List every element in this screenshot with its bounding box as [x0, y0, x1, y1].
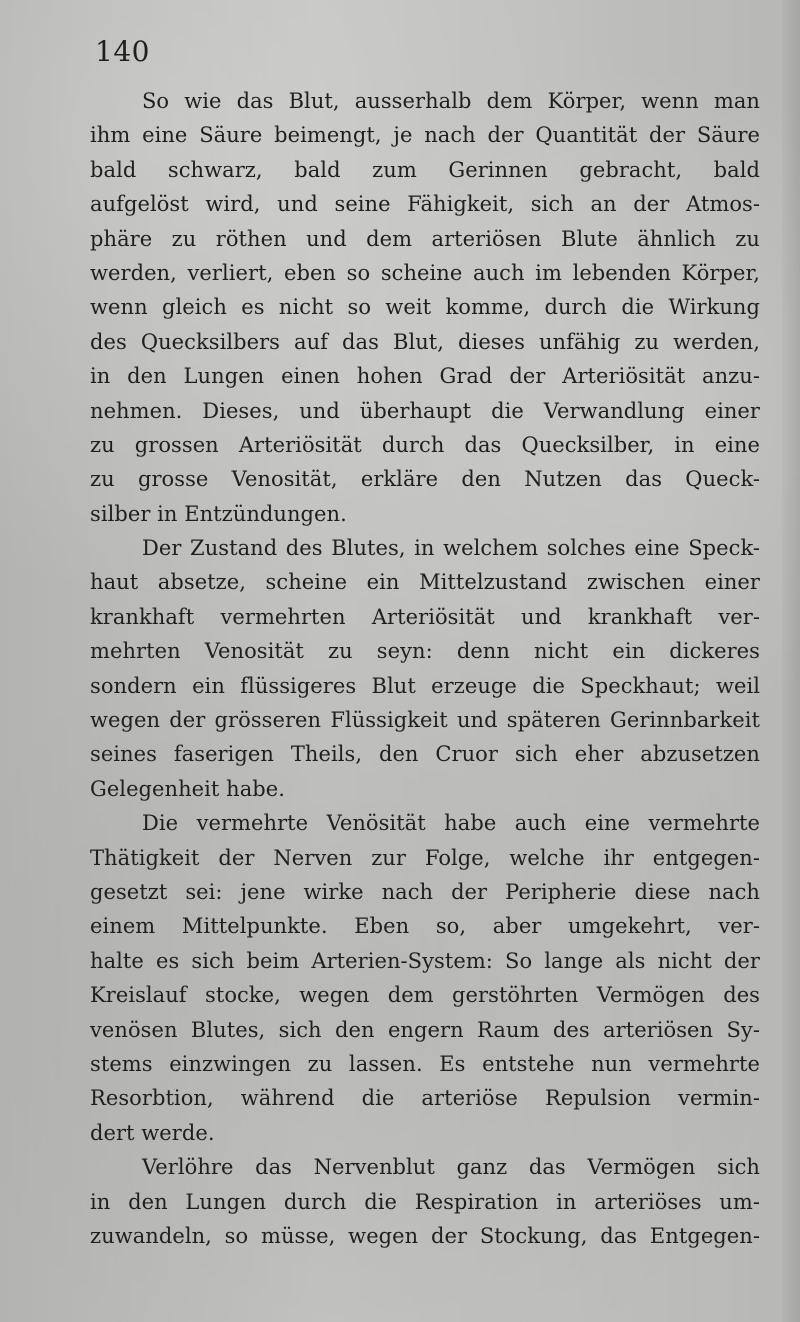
text-line: gesetzt sei: jene wirke nach der Peripherie diese nach — [90, 879, 760, 904]
page-number: 140 — [95, 35, 150, 68]
text-line: Der Zustand des Blutes, in welchem solches eine Speck- — [142, 536, 760, 561]
text-line: krankhaft vermehrten Arteriösität und krankhaft ver- — [90, 604, 760, 629]
text-line: ihm eine Säure beimengt, je nach der Quantität der Säure — [90, 123, 760, 148]
text-line: phäre zu röthen und dem arteriösen Blute ähnlich zu — [90, 226, 760, 251]
text-line: nehmen. Dieses, und überhaupt die Verwandlung einer — [90, 398, 760, 423]
text-line: zuwandeln, so müsse, wegen der Stockung, das Entgegen- — [90, 1223, 760, 1248]
text-line: zu grossen Arteriösität durch das Quecksilber, in eine — [90, 432, 760, 457]
text-line: bald schwarz, bald zum Gerinnen gebracht, bald — [90, 157, 760, 182]
text-line: einem Mittelpunkte. Eben so, aber umgekehrt, ver- — [90, 914, 760, 939]
text-line: Gelegenheit habe. — [90, 776, 285, 801]
text-line: sondern ein flüssigeres Blut erzeuge die Speckhaut; weil — [90, 673, 760, 698]
text-line: Die vermehrte Venösität habe auch eine vermehrte — [142, 811, 760, 836]
text-line: wenn gleich es nicht so weit komme, durch die Wirkung — [90, 295, 760, 320]
text-line: werden, verliert, eben so scheine auch im lebenden Körper, — [90, 260, 760, 285]
text-line: Kreislauf stocke, wegen dem gerstöhrten Vermögen des — [90, 983, 760, 1008]
text-line: stems einzwingen zu lassen. Es entstehe nun vermehrte — [90, 1051, 760, 1076]
text-line: Resorbtion, während die arteriöse Repulsion vermin- — [90, 1086, 760, 1111]
text-line: in den Lungen einen hohen Grad der Arteriösität anzu- — [90, 364, 760, 389]
text-line: dert werde. — [90, 1120, 215, 1145]
text-line: haut absetze, scheine ein Mittelzustand zwischen einer — [90, 570, 760, 595]
text-line: halte es sich beim Arterien-System: So lange als nicht der — [90, 948, 760, 973]
text-line: silber in Entzündungen. — [90, 501, 347, 526]
text-line: Thätigkeit der Nerven zur Folge, welche ihr entgegen- — [90, 845, 760, 870]
text-line: venösen Blutes, sich den engern Raum des arteriösen Sy- — [90, 1017, 760, 1042]
text-line: seines faserigen Theils, den Cruor sich eher abzusetzen — [90, 742, 760, 767]
text-line: So wie das Blut, ausserhalb dem Körper, wenn man — [142, 89, 760, 113]
page-text — [90, 84, 760, 1253]
text-line: aufgelöst wird, und seine Fähigkeit, sich an der Atmos- — [90, 192, 760, 217]
text-line: des Quecksilbers auf das Blut, dieses unfähig zu werden, — [90, 329, 760, 354]
text-line: zu grosse Venosität, erkläre den Nutzen das Queck- — [90, 467, 760, 492]
text-line: in den Lungen durch die Respiration in arteriöses um- — [90, 1189, 760, 1214]
text-line: wegen der grösseren Flüssigkeit und späteren Gerinnbarkeit — [90, 708, 760, 733]
text-line: mehrten Venosität zu seyn: denn nicht ein dickeres — [90, 639, 760, 664]
text-line: Verlöhre das Nervenblut ganz das Vermögen sich — [142, 1155, 760, 1180]
